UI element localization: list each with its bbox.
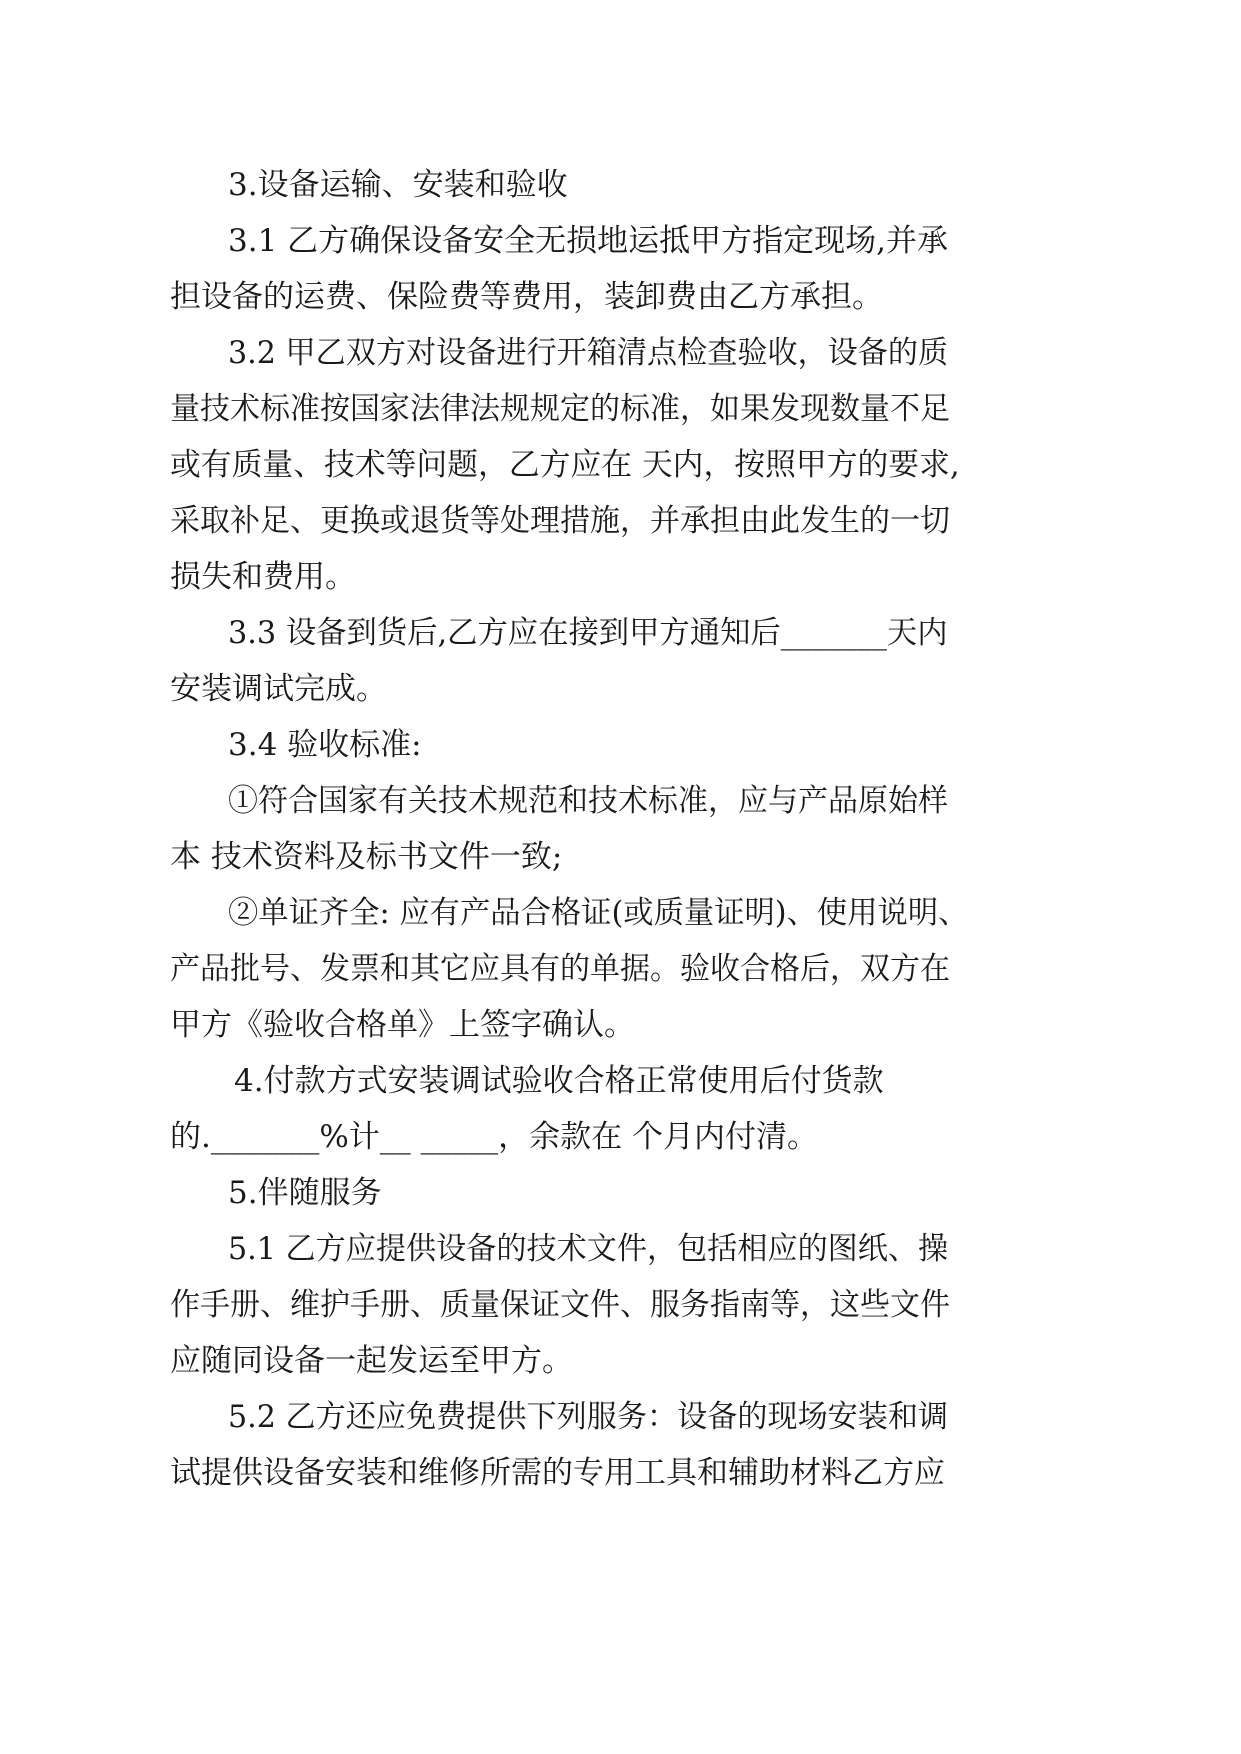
paragraph-line: 的._______%计__ _____，余款在 个月内付清。 xyxy=(170,1119,819,1155)
paragraph-line: 产品批号、发票和其它应具有的单据。验收合格后，双方在 xyxy=(170,951,950,987)
section-heading-payment: 4.付款方式安装调试验收合格正常使用后付货款 xyxy=(234,1063,884,1099)
subheading-acceptance-standard: 3.4 验收标准: xyxy=(228,727,422,763)
paragraph-line: 3.1 乙方确保设备安全无损地运抵甲方指定现场,并承 xyxy=(228,223,949,259)
paragraph-line: 3.3 设备到货后,乙方应在接到甲方通知后_______天内 xyxy=(228,615,948,651)
section-heading-accompanying-service: 5.伴随服务 xyxy=(228,1175,382,1211)
section-heading-transport-install-acceptance: 3.设备运输、安装和验收 xyxy=(228,167,568,203)
paragraph-line: 甲方《验收合格单》上签字确认。 xyxy=(170,1007,635,1043)
paragraph-line: 试提供设备安装和维修所需的专用工具和辅助材料乙方应 xyxy=(170,1455,945,1491)
paragraph-line: 作手册、维护手册、质量保证文件、服务指南等，这些文件 xyxy=(170,1287,950,1323)
paragraph-line: 采取补足、更换或退货等处理措施，并承担由此发生的一切 xyxy=(170,503,950,539)
paragraph-line: ①符合国家有关技术规范和技术标准，应与产品原始样 xyxy=(228,783,948,819)
paragraph-line: 3.2 甲乙双方对设备进行开箱清点检查验收，设备的质 xyxy=(228,335,949,371)
paragraph-line: 或有质量、技术等问题，乙方应在 天内，按照甲方的要求, xyxy=(170,447,960,483)
paragraph-line: 本 技术资料及标书文件一致; xyxy=(170,839,563,875)
paragraph-line: 损失和费用。 xyxy=(170,559,356,595)
paragraph-line: 5.1 乙方应提供设备的技术文件，包括相应的图纸、操 xyxy=(228,1231,949,1267)
paragraph-line: 应随同设备一起发运至甲方。 xyxy=(170,1343,573,1379)
paragraph-line: 5.2 乙方还应免费提供下列服务：设备的现场安装和调 xyxy=(228,1399,949,1435)
paragraph-line: 安装调试完成。 xyxy=(170,671,387,707)
paragraph-line: ②单证齐全: 应有产品合格证(或质量证明)、使用说明、 xyxy=(228,895,969,931)
paragraph-line: 担设备的运费、保险费等费用，装卸费由乙方承担。 xyxy=(170,279,883,315)
paragraph-line: 量技术标准按国家法律法规规定的标准，如果发现数量不足 xyxy=(170,391,950,427)
